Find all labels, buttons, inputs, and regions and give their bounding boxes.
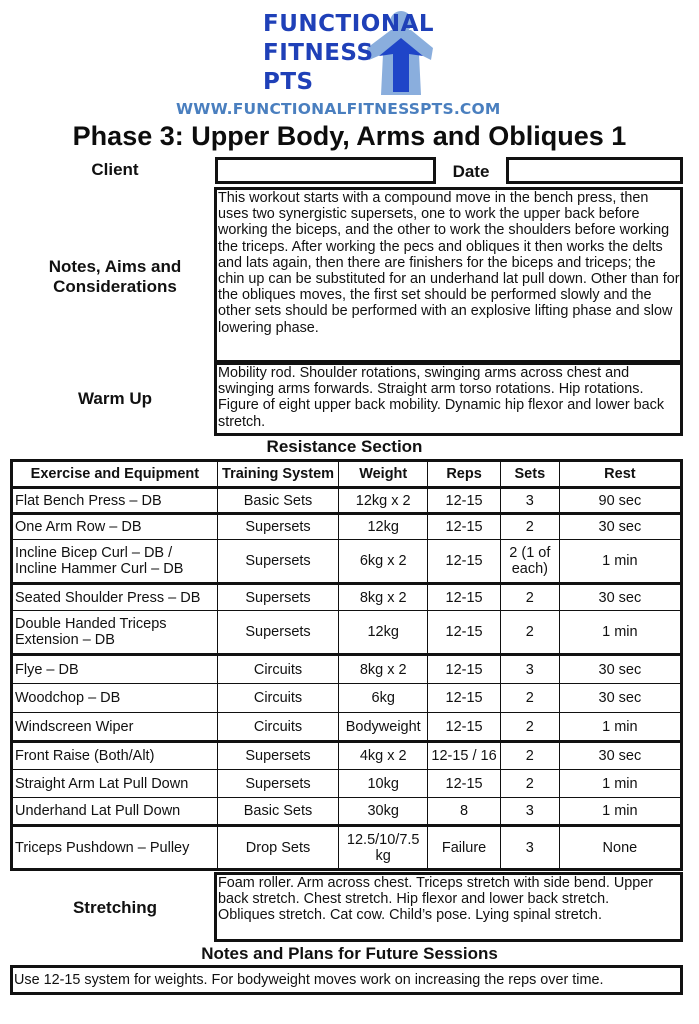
table-row <box>12 584 682 611</box>
date-label: Date <box>452 162 490 181</box>
table-header-row <box>12 461 682 488</box>
client-field[interactable] <box>215 157 436 184</box>
cell-weight: 6kg <box>339 684 428 713</box>
notes-aims-text: This workout starts with a compound move in the bench press, then uses two synergistic supersets, one to work the upper back before working the biceps, and the other to work the shoulders before working the triceps. After working the pecs and obliques it then works the delts and lats again, then there are finishers for the biceps and triceps; the chin up can be substituted for an underhand lat pull down. Other than for the obliques moves, the first set should be performed slowly and the other sets should be performed with an explosive lifting phase and slow lowering phase. <box>218 190 680 336</box>
cell-sets: 2 <box>500 514 559 540</box>
cell-reps: 12-15 <box>428 684 501 713</box>
future-heading: Notes and Plans for Future Sessions <box>201 944 498 963</box>
cell-sets: 2 <box>500 742 559 770</box>
cell-rest: 1 min <box>559 798 681 826</box>
warm-up-text: Mobility rod. Shoulder rotations, swinging arms across chest and swinging arms forwards. Straight arm torso rotations. Hip rotations. Figure of eight upper back mobility. Dynamic hip flexor and lower back stretch. <box>218 365 665 430</box>
table-row <box>12 742 682 770</box>
table-row <box>12 611 682 655</box>
cell-exercise: Straight Arm Lat Pull Down <box>12 770 218 798</box>
cell-system: Supersets <box>217 514 338 540</box>
cell-exercise: Seated Shoulder Press – DB <box>12 584 218 611</box>
cell-weight: 8kg x 2 <box>339 655 428 684</box>
col-header-reps: Reps <box>428 461 501 488</box>
table-row <box>12 770 682 798</box>
table-row <box>12 655 682 684</box>
cell-rest: 30 sec <box>559 514 681 540</box>
cell-system: Drop Sets <box>217 826 338 870</box>
cell-weight: 12.5/10/7.5 kg <box>339 826 428 870</box>
cell-weight: 6kg x 2 <box>339 540 428 584</box>
cell-weight: 12kg <box>339 611 428 655</box>
cell-reps: 12-15 <box>428 611 501 655</box>
cell-system: Supersets <box>217 742 338 770</box>
cell-sets: 2 (1 of each) <box>500 540 559 584</box>
cell-exercise: Flye – DB <box>12 655 218 684</box>
cell-rest: 30 sec <box>559 684 681 713</box>
resistance-table <box>10 459 683 871</box>
cell-reps: 12-15 <box>428 770 501 798</box>
cell-reps: 12-15 <box>428 514 501 540</box>
table-row <box>12 713 682 742</box>
table-row <box>12 540 682 584</box>
table-row <box>12 798 682 826</box>
page-title: Phase 3: Upper Body, Arms and Obliques 1 <box>72 121 627 151</box>
cell-exercise: Windscreen Wiper <box>12 713 218 742</box>
table-row <box>12 826 682 870</box>
cell-rest: None <box>559 826 681 870</box>
cell-rest: 90 sec <box>559 488 681 514</box>
logo-url: WWW.FUNCTIONALFITNESSPTS.COM <box>176 100 501 118</box>
cell-rest: 1 min <box>559 770 681 798</box>
cell-reps: 12-15 <box>428 713 501 742</box>
col-header-system: Training System <box>217 461 338 488</box>
cell-exercise: Incline Bicep Curl – DB / Incline Hammer Curl – DB <box>12 540 218 584</box>
cell-system: Basic Sets <box>217 798 338 826</box>
cell-system: Supersets <box>217 770 338 798</box>
cell-rest: 30 sec <box>559 742 681 770</box>
cell-exercise: One Arm Row – DB <box>12 514 218 540</box>
cell-rest: 30 sec <box>559 584 681 611</box>
cell-reps: 8 <box>428 798 501 826</box>
cell-weight: 12kg <box>339 514 428 540</box>
cell-reps: 12-15 <box>428 655 501 684</box>
cell-sets: 3 <box>500 488 559 514</box>
cell-weight: 12kg x 2 <box>339 488 428 514</box>
cell-sets: 2 <box>500 770 559 798</box>
warm-up-label: Warm Up <box>78 389 152 408</box>
logo-line-fitness: FITNESS <box>263 40 374 66</box>
cell-sets: 2 <box>500 611 559 655</box>
cell-weight: 10kg <box>339 770 428 798</box>
cell-rest: 1 min <box>559 611 681 655</box>
notes-aims-label <box>30 257 200 297</box>
cell-weight: 4kg x 2 <box>339 742 428 770</box>
col-header-sets: Sets <box>500 461 559 488</box>
cell-exercise: Triceps Pushdown – Pulley <box>12 826 218 870</box>
cell-system: Basic Sets <box>217 488 338 514</box>
cell-reps: 12-15 / 16 <box>428 742 501 770</box>
col-header-rest: Rest <box>559 461 681 488</box>
cell-exercise: Front Raise (Both/Alt) <box>12 742 218 770</box>
client-label: Client <box>91 160 139 179</box>
cell-sets: 2 <box>500 713 559 742</box>
date-field[interactable] <box>506 157 683 184</box>
stretching-text: Foam roller. Arm across chest. Triceps stretch with side bend. Upper back stretch. Chest stretch. Hip flexor and lower back stretch. Obliques stretch. Cat cow. Child’s pose. Lying spinal stretch. <box>218 875 654 924</box>
notes-aims-label-line2: Considerations <box>53 277 177 296</box>
cell-sets: 2 <box>500 584 559 611</box>
cell-sets: 2 <box>500 684 559 713</box>
cell-exercise: Double Handed Triceps Extension – DB <box>12 611 218 655</box>
notes-aims-label-line1: Notes, Aims and <box>48 257 182 276</box>
cell-reps: 12-15 <box>428 540 501 584</box>
cell-system: Supersets <box>217 540 338 584</box>
resistance-heading: Resistance Section <box>266 437 423 456</box>
cell-reps: Failure <box>428 826 501 870</box>
cell-rest: 1 min <box>559 540 681 584</box>
logo-line-pts: PTS <box>263 69 314 95</box>
cell-weight: Bodyweight <box>339 713 428 742</box>
table-row <box>12 488 682 514</box>
col-header-weight: Weight <box>339 461 428 488</box>
cell-rest: 1 min <box>559 713 681 742</box>
cell-system: Circuits <box>217 684 338 713</box>
table-row <box>12 684 682 713</box>
table-row <box>12 514 682 540</box>
cell-sets: 3 <box>500 826 559 870</box>
cell-reps: 12-15 <box>428 584 501 611</box>
cell-system: Circuits <box>217 713 338 742</box>
cell-system: Supersets <box>217 611 338 655</box>
cell-sets: 3 <box>500 798 559 826</box>
cell-weight: 30kg <box>339 798 428 826</box>
cell-system: Supersets <box>217 584 338 611</box>
stretching-label: Stretching <box>72 898 158 917</box>
logo-line-functional: FUNCTIONAL <box>263 11 435 37</box>
cell-exercise: Flat Bench Press – DB <box>12 488 218 514</box>
cell-reps: 12-15 <box>428 488 501 514</box>
cell-exercise: Underhand Lat Pull Down <box>12 798 218 826</box>
future-text: Use 12-15 system for weights. For bodyweight moves work on increasing the reps over time. <box>14 972 604 988</box>
cell-system: Circuits <box>217 655 338 684</box>
cell-sets: 3 <box>500 655 559 684</box>
cell-weight: 8kg x 2 <box>339 584 428 611</box>
cell-rest: 30 sec <box>559 655 681 684</box>
col-header-exercise: Exercise and Equipment <box>12 461 218 488</box>
cell-exercise: Woodchop – DB <box>12 684 218 713</box>
